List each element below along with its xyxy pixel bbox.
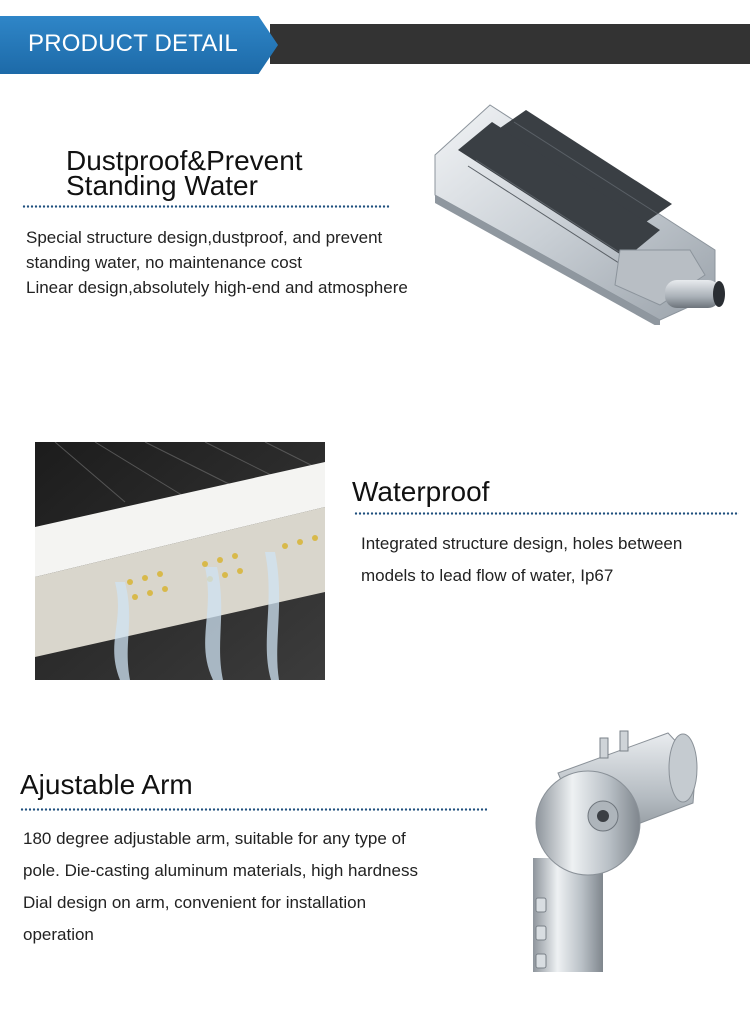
body-line: Integrated structure design, holes between xyxy=(361,534,683,553)
body-line: models to lead flow of water, Ip67 xyxy=(361,566,614,585)
adjustable-arm-image xyxy=(518,728,718,972)
body-line: Special structure design,dustproof, and prevent xyxy=(26,228,383,247)
heading-line: Waterproof xyxy=(352,476,490,507)
section-heading-waterproof xyxy=(352,476,490,507)
section-heading-dustproof xyxy=(66,145,303,201)
heading-line: Standing Water xyxy=(66,170,258,201)
body-line: Dial design on arm, convenient for installation xyxy=(23,893,367,912)
heading-line: Dustproof&Prevent xyxy=(66,145,303,176)
body-line: pole. Die-casting aluminum materials, high hardness xyxy=(23,861,418,880)
header-bar xyxy=(270,24,750,64)
section-divider xyxy=(354,512,739,515)
heading-line: Ajustable Arm xyxy=(20,769,193,800)
section-body-dustproof xyxy=(26,225,408,300)
body-line: standing water, no maintenance cost xyxy=(26,253,302,272)
led-street-light-housing-image xyxy=(430,100,725,325)
body-line: 180 degree adjustable arm, suitable for any type of xyxy=(23,829,406,848)
body-line: operation xyxy=(23,925,94,944)
water-splash-led-module-image xyxy=(35,442,325,680)
body-line: Linear design,absolutely high-end and atmosphere xyxy=(26,278,408,297)
section-divider xyxy=(20,808,487,811)
section-body-adjustable-arm xyxy=(23,823,437,951)
section-divider xyxy=(22,205,390,208)
section-body-waterproof xyxy=(361,528,682,592)
section-heading-adjustable-arm xyxy=(20,769,193,800)
page-title: PRODUCT DETAIL xyxy=(28,30,238,57)
